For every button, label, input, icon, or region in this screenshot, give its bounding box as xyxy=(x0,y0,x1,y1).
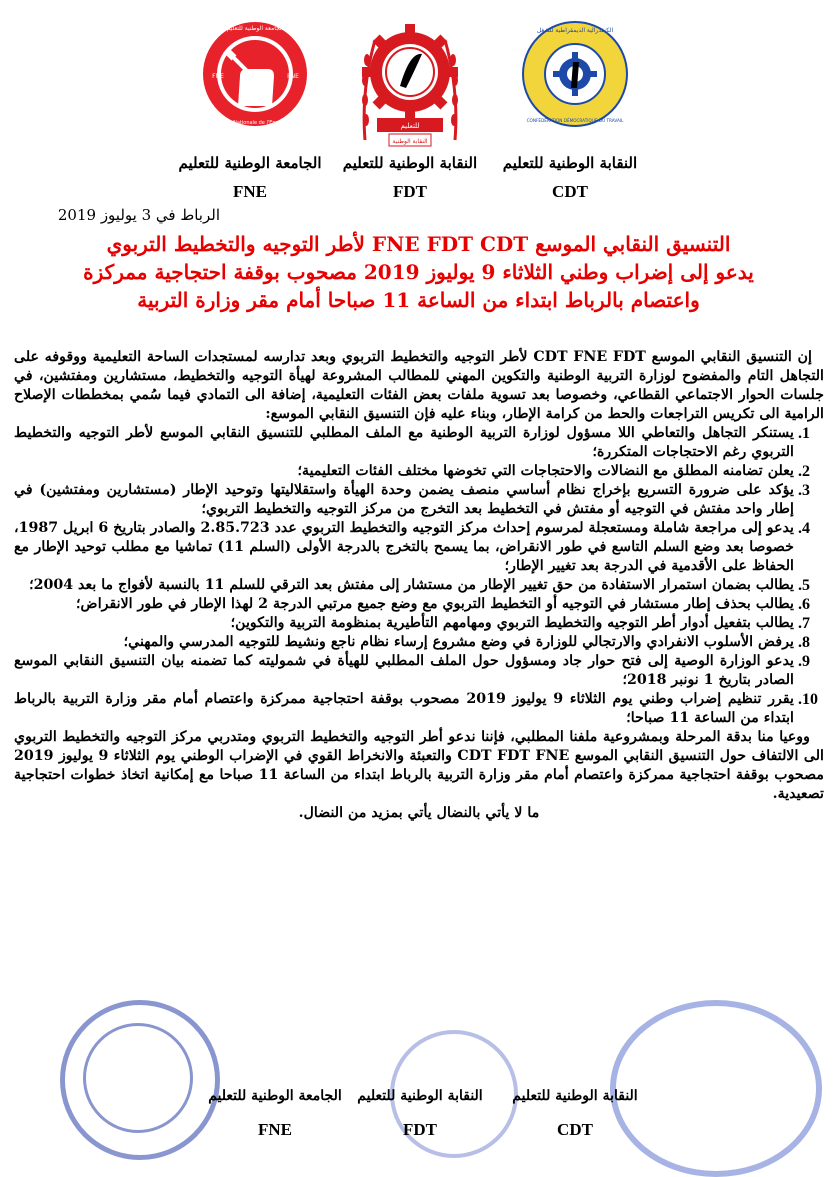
item-text: يرفض الأسلوب الانفرادي والارتجالي للوزارة في وضع مشروع إرساء نظام ناجع ونشيط للتوجيه المدرسي والمهني؛ xyxy=(123,634,794,650)
list-item xyxy=(14,633,810,652)
item-number: 3. xyxy=(798,482,810,499)
fdt-logo xyxy=(355,20,465,150)
closing-paragraph: ووعيا منا بدقة المرحلة وبمشروعية ملفنا المطلبي، فإننا ندعو أطر التوجيه والتخطيط التربوي ومتدربي مركز التوجيه والتخطيط التربوي الى الالتفاف حول التنسيق النقابي الموسع CDT FDT FNE والتعبئة والانخراط القوي في الإضراب الوطني يوم الثلاثاء 9 يوليوز 2019 مصحوب بوقفة احتجاجية ممركزة واعتصام أمام مقر وزارة التربية بالرباط ابتداء من الساعة 11 صباحا مع إمكانية اتخاذ خطوات احتجاجية تصعيدية. xyxy=(14,729,824,802)
item-text: يؤكد على ضرورة التسريع بإخراج نظام أساسي منصف يضمن وحدة الهيأة واستقلاليتها وتوحيد الإطار (مستشارين ومفتشين) في إطار واحد مفتش في التوجيه أو مفتش في التخطيط بعد التخرج من مركز التوجيه والتخطيط التربوي؛ xyxy=(14,482,794,517)
item-text: يطالب بضمان استمرار الاستفادة من حق تغيير الإطار من مستشار إلى مفتش بعد الترقي للسلم 11 بالنسبة لأفواج ما بعد 2004؛ xyxy=(29,577,794,593)
item-number: 1. xyxy=(798,425,810,442)
item-text: يدعو إلى مراجعة شاملة ومستعجلة لمرسوم إحداث مركز التوجيه والتخطيط التربوي عدد 2.85.723 والصادر بتاريخ 6 ابريل 1987، خصوصا بعد وضع السلم التاسع في طور الانقراض، بما يسمح بالتخرج بالدرجة الأولى (السلم 11) تماشيا مع مطلب توحيد الإطار مع الحفاظ على الأقدمية في الدرجة بعد تغيير الإطار؛ xyxy=(14,520,794,574)
item-text: يعلن تضامنه المطلق مع النضالات والاحتجاجات التي تخوضها مختلف الفئات التعليمية؛ xyxy=(297,463,794,479)
document-date: الرباط في 3 يوليوز 2019 xyxy=(57,206,220,224)
list-item xyxy=(14,652,810,690)
header-fdt-name: النقابة الوطنية للتعليم xyxy=(342,154,478,172)
item-number: 7. xyxy=(798,615,810,632)
header-cdt-name: النقابة الوطنية للتعليم xyxy=(502,154,638,172)
header-fne-name: الجامعة الوطنية للتعليم xyxy=(178,154,322,172)
signature-fne-name: الجامعة الوطنية للتعليم xyxy=(208,1088,342,1104)
item-text: يطالب بحذف إطار مستشار في التوجيه أو التخطيط التربوي مع وضع جميع مرتبي الدرجة 2 لهذا الإطار في طور الانقراض؛ xyxy=(76,596,794,612)
signature-cdt-abbr: CDT xyxy=(557,1120,593,1139)
header-fne-abbr: FNE xyxy=(233,182,267,201)
list-item xyxy=(14,614,810,633)
fne-logo-short-left: FNE xyxy=(212,73,224,80)
document-body xyxy=(14,348,824,823)
fdt-logo-bottom: النقابة الوطنية xyxy=(392,138,428,145)
fne-logo-french: Fédération Nationale de l'Enseignement xyxy=(204,120,306,126)
list-item xyxy=(14,690,818,728)
signature-fdt-name: النقابة الوطنية للتعليم xyxy=(357,1088,483,1104)
title-line-3: واعتصام بالرباط ابتداء من الساعة 11 صباحا أمام مقر وزارة التربية xyxy=(137,288,700,312)
item-text: يستنكر التجاهل والتعاطي اللا مسؤول لوزارة التربية الوطنية مع الملف المطلبي للتنسيق النقابي الموسع لأطر التوجيه والتخطيط التربوي رغم الاحتجاجات المتكررة؛ xyxy=(14,425,794,460)
fdt-logo-top: للتعليم xyxy=(400,122,420,130)
cdt-logo-french: CONFÉDÉRATION DÉMOCRATIQUE DU TRAVAIL xyxy=(526,118,624,123)
cdt-logo xyxy=(520,14,630,144)
title-line-2: يدعو إلى إضراب وطني الثلاثاء 9 يوليوز 2019 مصحوب بوقفة احتجاجية ممركزة xyxy=(83,260,754,284)
item-number: 6. xyxy=(798,596,810,613)
logo-row xyxy=(0,14,837,214)
signature-fne-abbr: FNE xyxy=(258,1120,292,1139)
item-text: يقرر تنظيم إضراب وطني يوم الثلاثاء 9 يوليوز 2019 مصحوب بوقفة احتجاجية ممركزة واعتصام أمام مقر وزارة التربية بالرباط ابتداء من الساعة 11 صباحا؛ xyxy=(14,691,794,726)
item-number: 4. xyxy=(798,520,810,537)
list-item xyxy=(14,481,810,519)
header-cdt-abbr: CDT xyxy=(552,182,588,201)
signature-fdt-abbr: FDT xyxy=(403,1120,437,1139)
item-number: 9. xyxy=(798,653,810,670)
document-title xyxy=(40,230,797,314)
item-number: 10. xyxy=(798,691,818,708)
list-item xyxy=(14,519,810,576)
fne-logo-arabic: الجامعة الوطنية للتعليم xyxy=(226,25,284,32)
intro-paragraph: إن التنسيق النقابي الموسع CDT FNE FDT لأطر التوجيه والتخطيط التربوي وبعد تدارسه لمستجدات الساحة التعليمية ووقوفه على التجاهل التام والمفضوح لوزارة التربية الوطنية والتكوين المهني للمطالب المشروعة لهيأة التوجيه والتخطيط، مستشارين ومفتشين، في جلسات الحوار الاجتماعي القطاعي، وخصوصا بعد تسوية ملفات بعض الفئات التعليمية، إضافة الى التمادي فيما سُمي بمخططات الإصلاح الرامية الى تكريس التراجعات والحط من كرامة الإطار، وبناء عليه فإن التنسيق النقابي الموسع: xyxy=(14,349,824,422)
item-number: 2. xyxy=(798,463,810,480)
signature-row xyxy=(0,1088,837,1158)
list-item xyxy=(14,424,810,462)
demands-list xyxy=(14,424,824,728)
list-item xyxy=(14,595,810,614)
signature-cdt-name: النقابة الوطنية للتعليم xyxy=(512,1088,638,1104)
item-text: يدعو الوزارة الوصية إلى فتح حوار جاد ومسؤول حول الملف المطلبي للهيأة في شموليته كما تضمنه بيان التنسيق النقابي الموسع الصادر بتاريخ 1 نونبر 2018؛ xyxy=(14,653,794,688)
cdt-logo-arabic: الكنفدرالية الديمقراطية للشغل xyxy=(536,27,614,34)
item-number: 5. xyxy=(798,577,810,594)
header-fdt-abbr: FDT xyxy=(393,182,427,201)
final-slogan: ما لا يأتي بالنضال يأتي بمزيد من النضال. xyxy=(298,805,540,821)
list-item xyxy=(14,576,810,595)
fne-logo-short-right: FNE xyxy=(287,73,299,80)
title-line-1: التنسيق النقابي الموسع FNE FDT CDT لأطر التوجيه والتخطيط التربوي xyxy=(106,232,731,256)
item-text: يطالب بتفعيل أدوار أطر التوجيه والتخطيط التربوي ومهامهم التأطيرية بمنظومة التربية والتكوين؛ xyxy=(230,615,794,631)
list-item xyxy=(14,462,810,481)
item-number: 8. xyxy=(798,634,810,651)
fne-logo xyxy=(200,14,310,144)
